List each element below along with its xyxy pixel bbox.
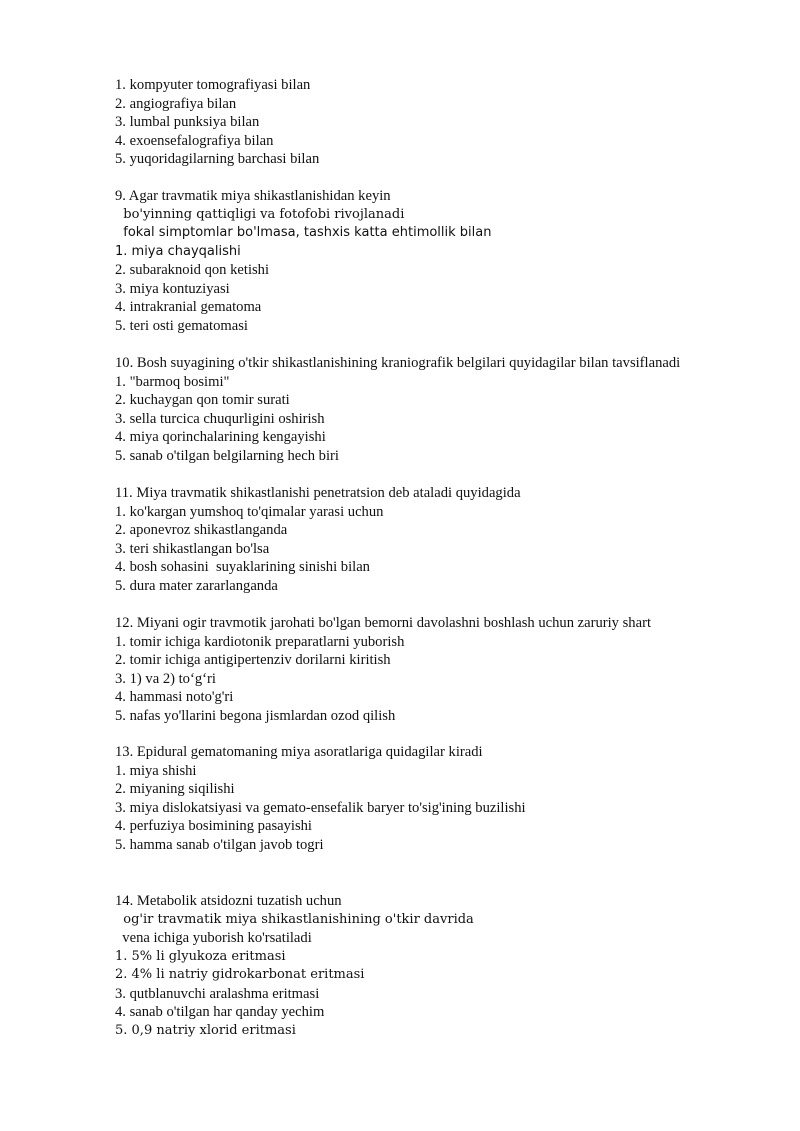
answer-option: 3. lumbal punksiya bilan <box>115 114 260 130</box>
answer-option: 4. perfuziya bosimining pasayishi <box>115 818 312 834</box>
answer-option: 3. 1) va 2) to‘g‘ri <box>115 670 216 687</box>
answer-option: 1. 5% li glyukoza eritmasi <box>115 948 286 964</box>
answer-option: 4. exoensefalografiya bilan <box>115 132 274 149</box>
answer-option: 1. kompyuter tomografiyasi bilan <box>115 77 311 93</box>
answer-option: 5. yuqoridagilarning barchasi bilan <box>115 151 320 167</box>
question-text: fokal simptomlar bo'lmasa, tashxis katta ehtimollik bilan <box>115 225 492 240</box>
question-text: 11. Miya travmatik shikastlanishi penetratsion deb ataladi quyidagida <box>115 485 521 501</box>
question-14 <box>115 892 775 1040</box>
question-9 <box>115 187 775 335</box>
answer-option: 4. intrakranial gematoma <box>115 299 262 315</box>
answer-option: 2. aponevroz shikastlanganda <box>115 522 288 538</box>
answer-option: 1. "barmoq bosimi" <box>115 373 230 390</box>
answer-option: 5. sanab o'tilgan belgilarning hech biri <box>115 447 339 464</box>
question-text: 9. Agar travmatik miya shikastlanishidan keyin <box>115 188 391 204</box>
answer-option: 5. dura mater zararlanganda <box>115 577 278 594</box>
answer-option: 3. sella turcica chuqurligini oshirish <box>115 410 325 427</box>
answer-option: 2. tomir ichiga antigipertenziv dorilarni kiritish <box>115 652 391 668</box>
answer-option: 4. bosh sohasini suyaklarining sinishi bilan <box>115 559 370 575</box>
answer-option: 1. ko'kargan yumshoq to'qimalar yarasi uchun <box>115 503 384 520</box>
question-12 <box>115 614 775 725</box>
question-text: vena ichiga yuborish ko'rsatiladi <box>115 930 312 946</box>
answer-option: 5. teri osti gematomasi <box>115 317 248 334</box>
question-text: og'ir travmatik miya shikastlanishining o'tkir davrida <box>115 911 474 927</box>
question-text: bo'yinning qattiqligi va fotofobi rivojlanadi <box>115 206 405 222</box>
answer-option: 5. hamma sanab o'tilgan javob togri <box>115 836 324 853</box>
answer-option: 3. teri shikastlangan bo'lsa <box>115 540 270 557</box>
answer-option: 1. miya chayqalishi <box>115 243 241 259</box>
question-text: 14. Metabolik atsidozni tuzatish uchun <box>115 893 342 909</box>
answer-option: 2. angiografiya bilan <box>115 95 237 112</box>
question-8-options <box>115 76 775 169</box>
question-text: 10. Bosh suyagining o'tkir shikastlanishining kraniografik belgilari quyidagilar bilan tavsiflanadi <box>115 355 681 371</box>
answer-option: 5. nafas yo'llarini begona jismlardan ozod qilish <box>115 707 396 724</box>
answer-option: 4. hammasi noto'g'ri <box>115 689 234 705</box>
answer-option: 2. 4% li natriy gidrokarbonat eritmasi <box>115 967 365 982</box>
answer-option: 4. sanab o'tilgan har qanday yechim <box>115 1004 325 1020</box>
question-10 <box>115 354 775 465</box>
question-text: 13. Epidural gematomaning miya asoratlariga quidagilar kiradi <box>115 744 483 760</box>
answer-option: 1. tomir ichiga kardiotonik preparatlarni yuborish <box>115 633 405 650</box>
answer-option: 2. subaraknoid qon ketishi <box>115 262 270 278</box>
question-text: 12. Miyani ogir travmotik jarohati bo'lgan bemorni davolashni boshlash uchun zaruriy shart <box>115 615 651 631</box>
answer-option: 1. miya shishi <box>115 762 197 779</box>
question-13 <box>115 743 775 854</box>
answer-option: 2. kuchaygan qon tomir surati <box>115 392 290 408</box>
answer-option: 2. miyaning siqilishi <box>115 781 235 797</box>
answer-option: 3. qutblanuvchi aralashma eritmasi <box>115 985 320 1002</box>
question-11 <box>115 484 775 595</box>
answer-option: 5. 0,9 natriy xlorid eritmasi <box>115 1022 296 1038</box>
answer-option: 3. miya kontuziyasi <box>115 280 230 297</box>
answer-option: 4. miya qorinchalarining kengayishi <box>115 429 326 445</box>
answer-option: 3. miya dislokatsiyasi va gemato-ensefalik baryer to'sig'ining buzilishi <box>115 799 526 816</box>
